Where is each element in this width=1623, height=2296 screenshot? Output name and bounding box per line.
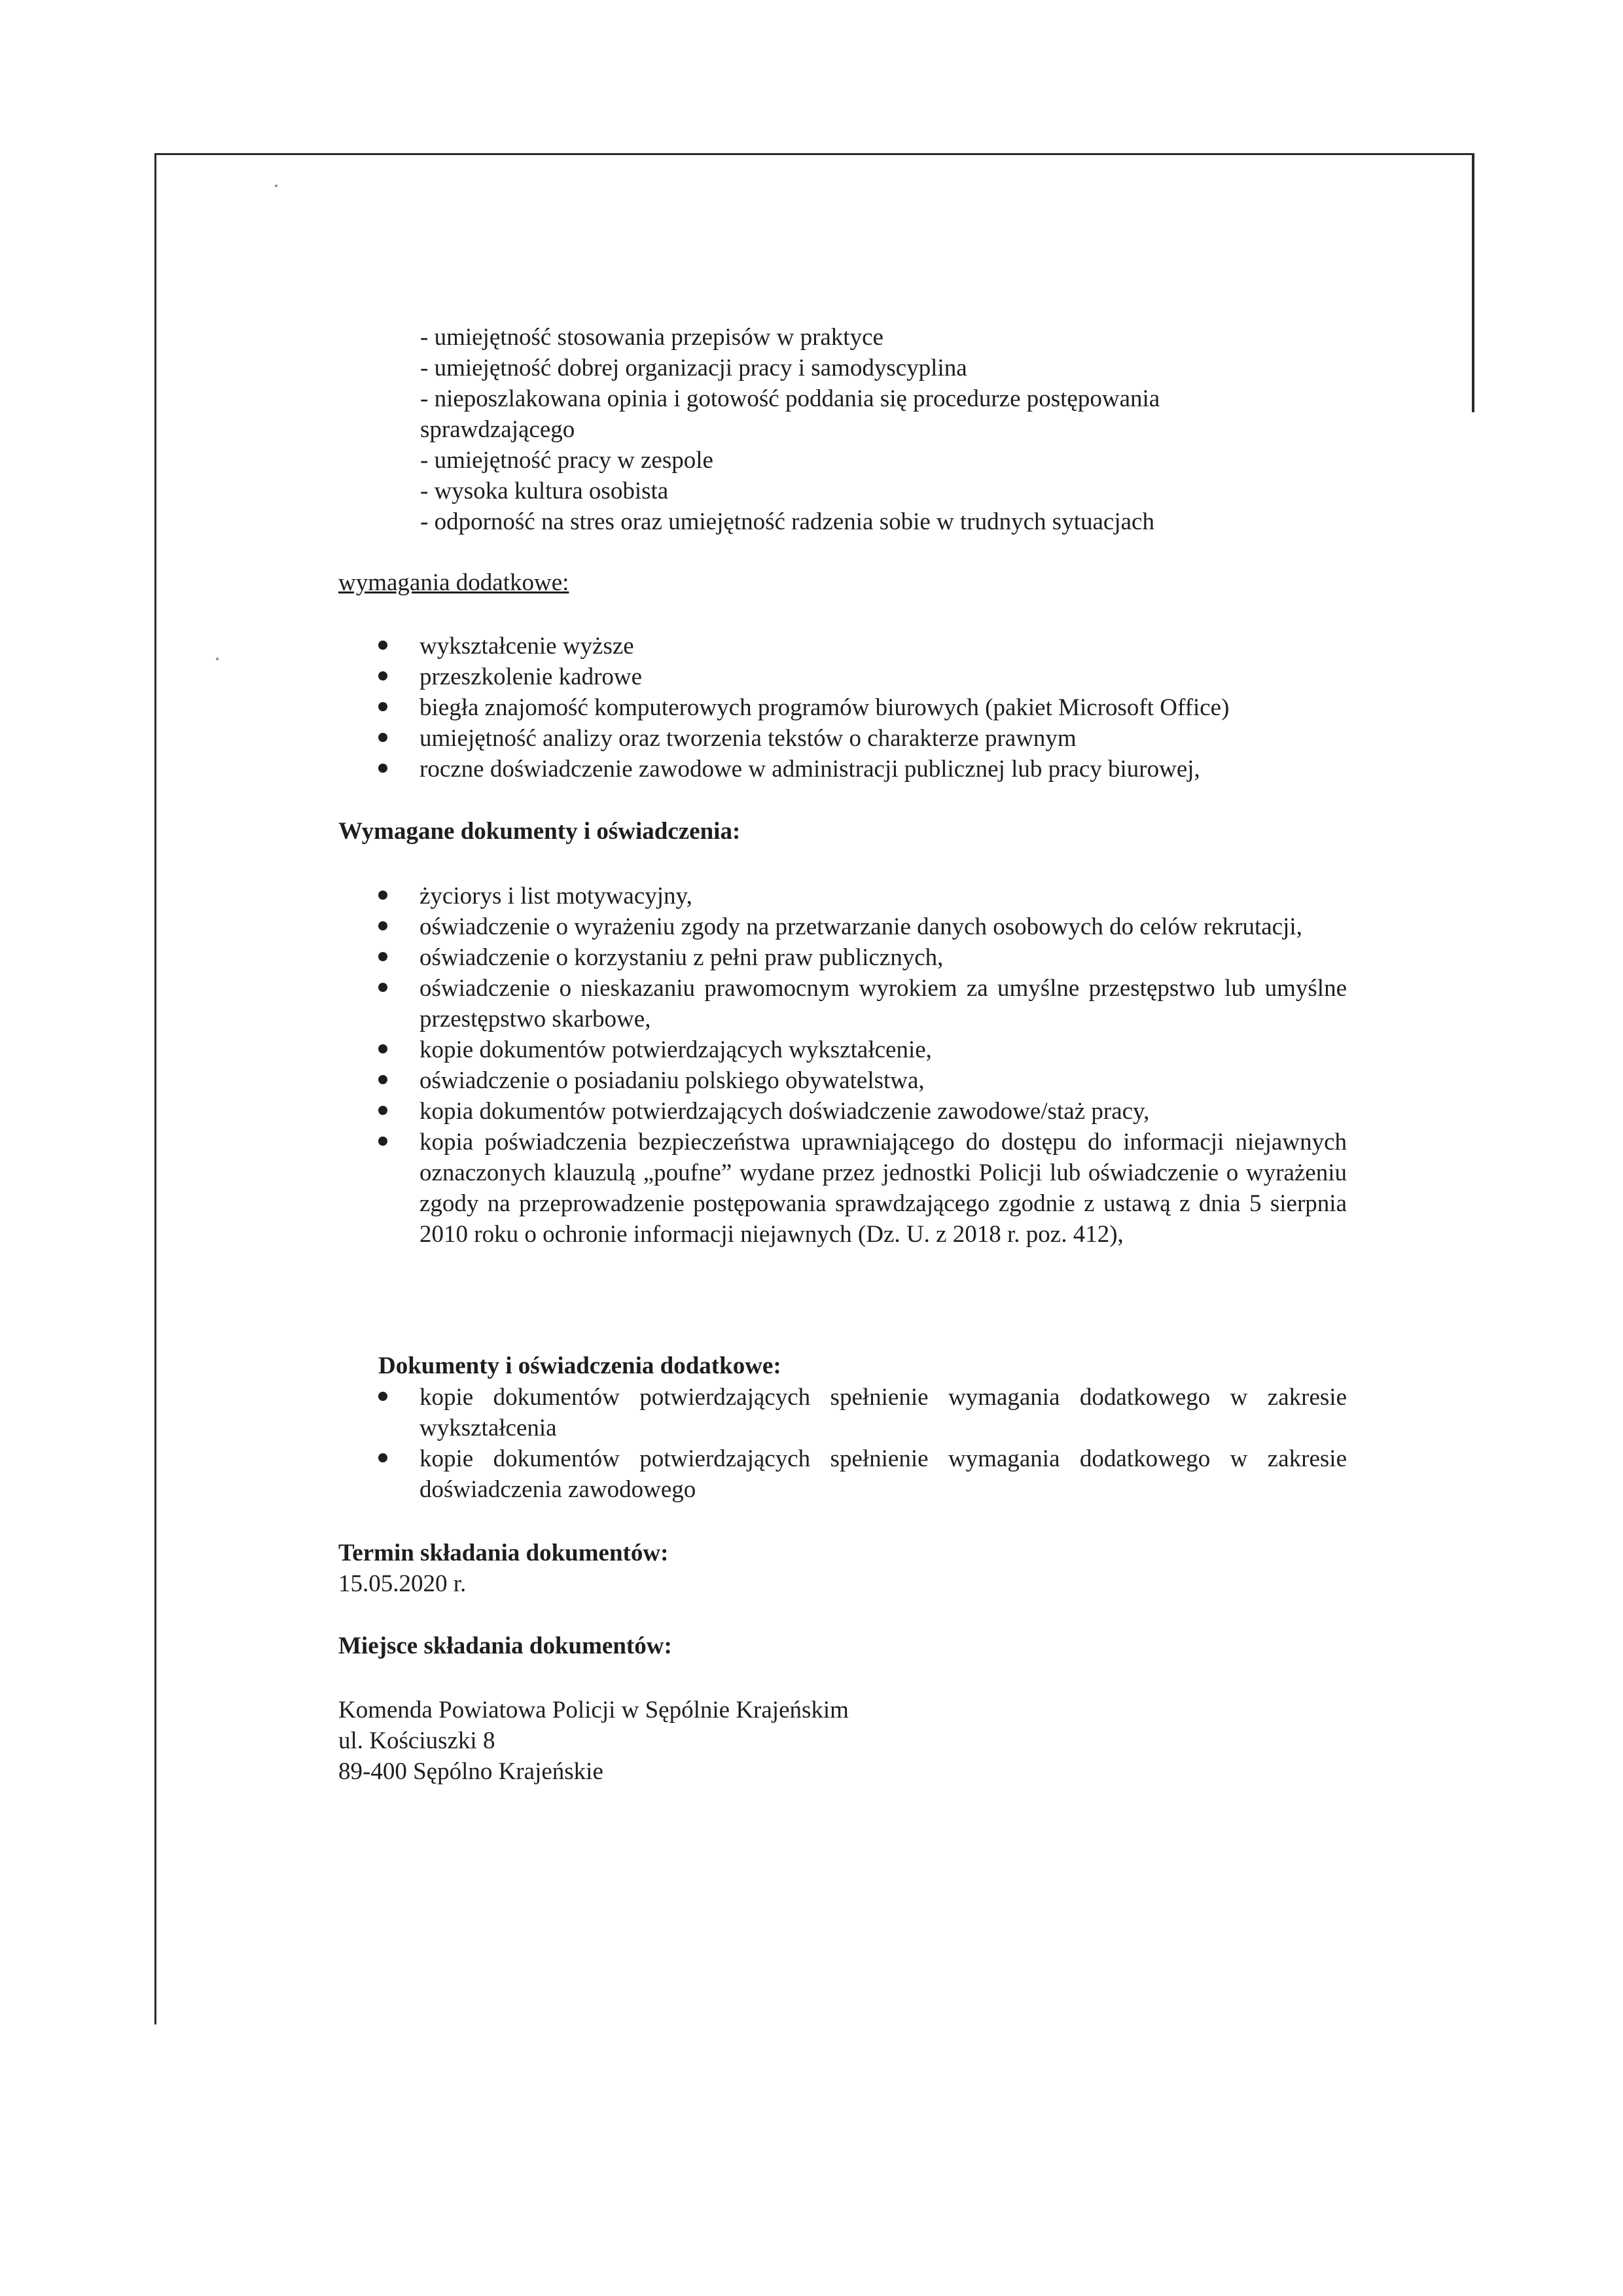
skill-item: - odporność na stres oraz umiejętność radzenia sobie w trudnych sytuacjach bbox=[420, 508, 1154, 535]
bullet-icon bbox=[378, 1453, 387, 1462]
list-item: oświadczenie o nieskazaniu prawomocnym wyrokiem za umyślne przestępstwo lub umyślne przestępstwo skarbowe, bbox=[378, 973, 1347, 1034]
list-item: wykształcenie wyższe bbox=[378, 631, 1347, 662]
deadline-section bbox=[338, 1538, 1363, 1599]
bullet-icon bbox=[378, 641, 387, 650]
list-item: kopia dokumentów potwierdzających doświadczenie zawodowe/staż pracy, bbox=[378, 1096, 1347, 1127]
list-item: kopie dokumentów potwierdzających spełnienie wymagania dodatkowego w zakresie wykształcenia bbox=[378, 1382, 1347, 1443]
bullet-icon bbox=[378, 921, 387, 930]
bullet-icon bbox=[378, 1392, 387, 1401]
list-item: oświadczenie o korzystaniu z pełni praw publicznych, bbox=[378, 942, 1347, 973]
list-item: kopie dokumentów potwierdzających spełnienie wymagania dodatkowego w zakresie doświadczenia zawodowego bbox=[378, 1443, 1347, 1505]
bullet-icon bbox=[378, 1137, 387, 1146]
skill-item: - umiejętność stosowania przepisów w praktyce bbox=[420, 324, 883, 351]
deadline-heading: Termin składania dokumentów: bbox=[338, 1540, 669, 1566]
bullet-icon bbox=[378, 702, 387, 711]
bullet-icon bbox=[378, 733, 387, 742]
deadline-date: 15.05.2020 r. bbox=[338, 1570, 467, 1597]
address-line: ul. Kościuszki 8 bbox=[338, 1727, 495, 1754]
address-line: Komenda Powiatowa Policji w Sępólnie Krajeńskim bbox=[338, 1697, 849, 1723]
address-line: 89-400 Sępólno Krajeńskie bbox=[338, 1758, 603, 1785]
list-item: oświadczenie o posiadaniu polskiego obywatelstwa, bbox=[378, 1065, 1347, 1096]
bullet-icon bbox=[378, 671, 387, 680]
skill-item: - umiejętność dobrej organizacji pracy i samodyscyplina bbox=[420, 355, 967, 381]
bullet-icon bbox=[378, 764, 387, 773]
list-item: przeszkolenie kadrowe bbox=[378, 662, 1347, 692]
skill-item: - umiejętność pracy w zespole bbox=[420, 447, 713, 474]
list-item: oświadczenie o wyrażeniu zgody na przetwarzanie danych osobowych do celów rekrutacji, bbox=[378, 911, 1347, 942]
bullet-icon bbox=[378, 983, 387, 992]
list-item: kopia poświadczenia bezpieczeństwa uprawniającego do dostępu do informacji niejawnych oznaczonych klauzulą „poufne” wydane przez jednostki Policji lub oświadczenie o wyrażeniu zgody na przeprowadzenie postępowania sprawdzającego zgodnie z ustawą z dnia 5 sierpnia 2010 roku o ochronie informacji niejawnych (Dz. U. z 2018 r. poz. 412), bbox=[378, 1127, 1347, 1250]
bullet-icon bbox=[378, 891, 387, 900]
bullet-icon bbox=[378, 1106, 387, 1115]
additional-documents-list bbox=[378, 1382, 1347, 1505]
list-item: roczne doświadczenie zawodowe w administracji publicznej lub pracy biurowej, bbox=[378, 754, 1347, 785]
list-item: życiorys i list motywacyjny, bbox=[378, 881, 1347, 911]
skill-item: - wysoka kultura osobista bbox=[420, 478, 669, 504]
additional-documents-heading: Dokumenty i oświadczenia dodatkowe: bbox=[378, 1352, 781, 1379]
list-item: umiejętność analizy oraz tworzenia tekstów o charakterze prawnym bbox=[378, 723, 1347, 754]
bullet-icon bbox=[378, 1075, 387, 1084]
skill-item: - nieposzlakowana opinia i gotowość poddania się procedurze postępowania sprawdzającego bbox=[420, 385, 1160, 443]
list-item: kopie dokumentów potwierdzających wykształcenie, bbox=[378, 1034, 1347, 1065]
additional-requirements-list bbox=[378, 631, 1347, 785]
bullet-icon bbox=[378, 1044, 387, 1053]
additional-requirements-heading: wymagania dodatkowe: bbox=[338, 569, 569, 596]
location-heading: Miejsce składania dokumentów: bbox=[338, 1633, 672, 1659]
bullet-icon bbox=[378, 952, 387, 961]
location-address bbox=[338, 1695, 1363, 1787]
skills-list bbox=[420, 322, 1271, 537]
list-item: biegła znajomość komputerowych programów biurowych (pakiet Microsoft Office) bbox=[378, 692, 1347, 723]
location-section bbox=[338, 1631, 1363, 1661]
required-documents-list bbox=[378, 881, 1347, 1250]
required-documents-heading: Wymagane dokumenty i oświadczenia: bbox=[338, 818, 741, 845]
